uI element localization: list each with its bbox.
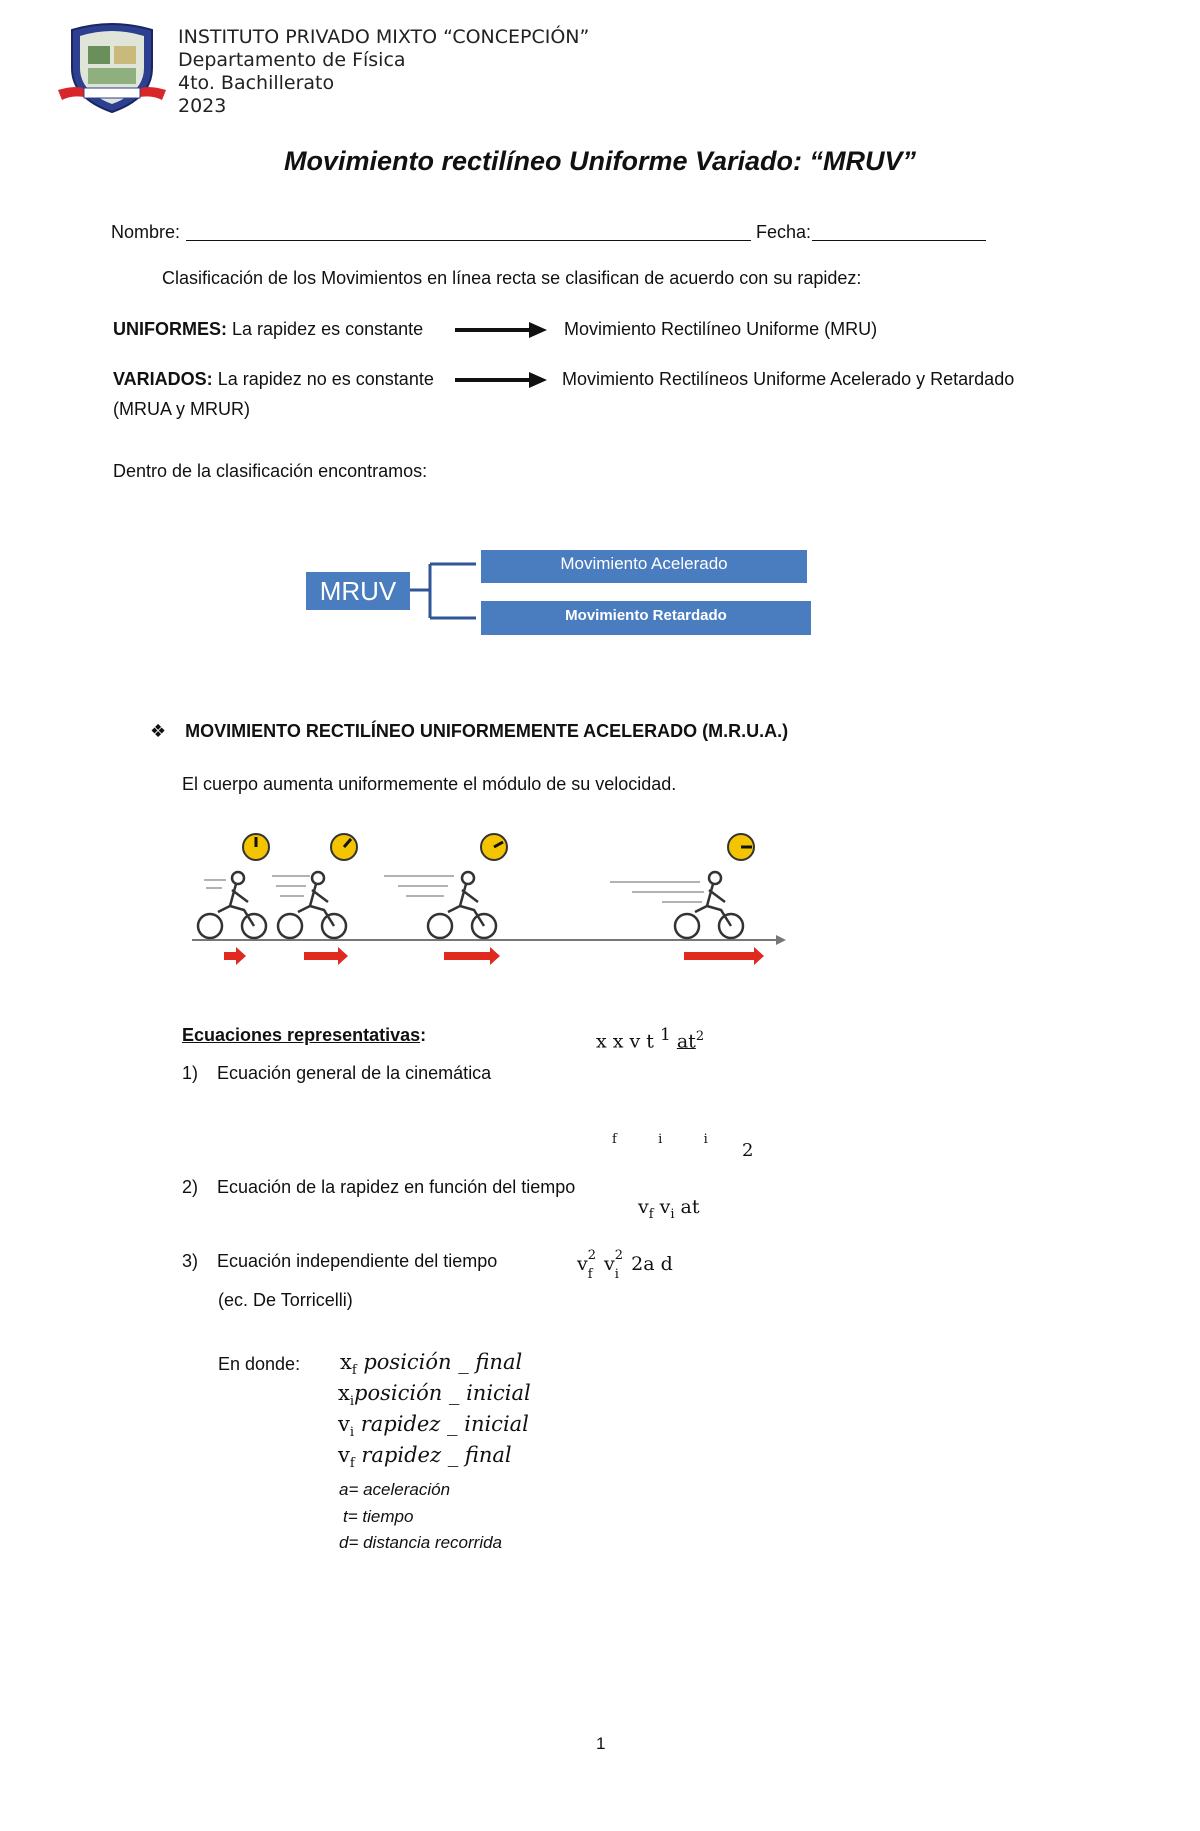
diagram-branch-retarded: Movimiento Retardado [481,601,811,635]
definition-symbol: x [338,1381,350,1405]
school-year: 2023 [178,95,227,117]
diamond-bullet-icon: ❖ [150,721,167,741]
equation-2-sub-i: i [670,1206,675,1222]
equations-heading: Ecuaciones representativas [182,1025,421,1045]
cyclist-1 [198,872,266,938]
speedometer-icon [243,834,269,860]
cyclist-2 [278,872,346,938]
diagram-branch-accelerated: Movimiento Acelerado [481,550,807,583]
definition-row [338,1381,531,1409]
equation-3-rhs: 2a d [625,1253,673,1275]
varied-text: La rapidez no es constante [217,369,434,389]
definition-time: t= tiempo [343,1507,414,1526]
equation-text: Ecuación general de la cinemática [217,1063,492,1083]
uniform-label: UNIFORMES: [113,319,227,339]
within-text: Dentro de la clasificación encontramos: [113,461,428,481]
equation-3-sup: 2 [587,1248,597,1263]
equation-number: 2) [182,1177,199,1197]
mruv-root-box: MRUV [306,572,410,610]
classification-intro: Clasificación de los Movimientos en línea recta se clasifican de acuerdo con su rapidez: [162,268,862,288]
varied-row [113,369,434,390]
equation-1-main: x x v t [596,1030,660,1053]
date-label: Fecha: [756,222,812,242]
definition-distance: d= distancia recorrida [339,1533,503,1552]
equation-item-3 [182,1251,497,1272]
definitions-label: En donde: [218,1354,301,1374]
equation-number: 3) [182,1251,199,1271]
page-number: 1 [596,1734,606,1753]
definition-symbol: x [340,1350,352,1374]
definition-symbol: v [338,1412,350,1436]
definition-acceleration: a= aceleración [339,1480,451,1499]
section-description: El cuerpo aumenta uniformemente el módulo de su velocidad. [182,774,677,794]
school-logo [58,16,166,116]
arrow-right-icon [455,368,551,392]
definition-subscript: f [351,1363,357,1379]
cyclist-3 [428,872,496,938]
definition-row [338,1443,512,1471]
varied-label: VARIADOS: [113,369,213,389]
equations-heading-colon: : [420,1025,427,1045]
grade-level: 4to. Bachillerato [178,72,335,94]
department-name: Departamento de Física [178,49,406,71]
date-field-line[interactable] [812,240,986,241]
definition-subscript: i [349,1425,355,1441]
uniform-text: La rapidez es constante [232,319,424,339]
equation-text: Ecuación de la rapidez en función del tiempo [217,1177,576,1197]
equation-1 [596,1025,704,1052]
equation-2-sub-f: f [648,1206,654,1222]
definition-row [338,1412,529,1440]
section-heading: MOVIMIENTO RECTILÍNEO UNIFORMEMENTE ACELERADO (M.R.U.A.) [185,721,789,741]
accelerating-cyclists-illustration [192,826,792,970]
equation-2-vi: v [653,1196,671,1218]
definition-row [340,1350,522,1378]
varied-result-cont: (MRUA y MRUR) [113,399,250,419]
equation-text: Ecuación independiente del tiempo [217,1251,498,1271]
definition-text: rapidez _ final [354,1443,512,1467]
equation-3-sub-i: i [614,1267,619,1282]
page-title: Movimiento rectilíneo Uniforme Variado: “MRUV” [283,146,917,176]
name-field-line[interactable] [186,240,751,241]
uniform-result: Movimiento Rectilíneo Uniforme (MRU) [564,319,878,339]
speedometer-icon [728,834,754,860]
equations-heading-row [182,1025,426,1046]
equation-1-fraction-one: 1 [659,1025,671,1045]
varied-result: Movimiento Rectilíneos Uniforme Acelerado y Retardado [562,369,1015,389]
definition-text: posición _ final [356,1350,523,1374]
equation-2-at: at [674,1196,700,1218]
equation-1-denominator: 2 [742,1140,754,1161]
speedometer-icon [331,834,357,860]
definition-subscript: i [349,1394,355,1410]
equation-3-v: v [577,1253,588,1275]
equation-1-square: 2 [695,1029,705,1044]
equation-3-sup2: 2 [614,1248,624,1263]
speedometer-icon [481,834,507,860]
equation-3-vi: v [598,1253,615,1275]
diagram-bracket [410,556,486,626]
arrow-right-icon [455,318,551,342]
equation-item-2 [182,1177,575,1198]
equation-2 [638,1196,700,1222]
definition-symbol: v [338,1443,350,1467]
uniform-row [113,319,423,340]
equation-3-sub-f: f [587,1267,593,1282]
name-label: Nombre: [111,222,181,242]
equation-number: 1) [182,1063,199,1083]
definition-text: rapidez _ inicial [354,1412,529,1436]
definition-text: posición _ inicial [354,1381,531,1405]
institution-name: INSTITUTO PRIVADO MIXTO “CONCEPCIÓN” [178,26,590,48]
equation-item-1 [182,1063,491,1084]
definition-subscript: f [349,1456,355,1472]
section-heading-row [150,721,788,742]
equation-1-at: at [676,1030,696,1053]
torricelli-note: (ec. De Torricelli) [218,1290,353,1310]
equation-2-v: v [638,1196,649,1218]
equation-3 [577,1250,673,1280]
equation-1-subscripts: f i i [612,1132,708,1147]
